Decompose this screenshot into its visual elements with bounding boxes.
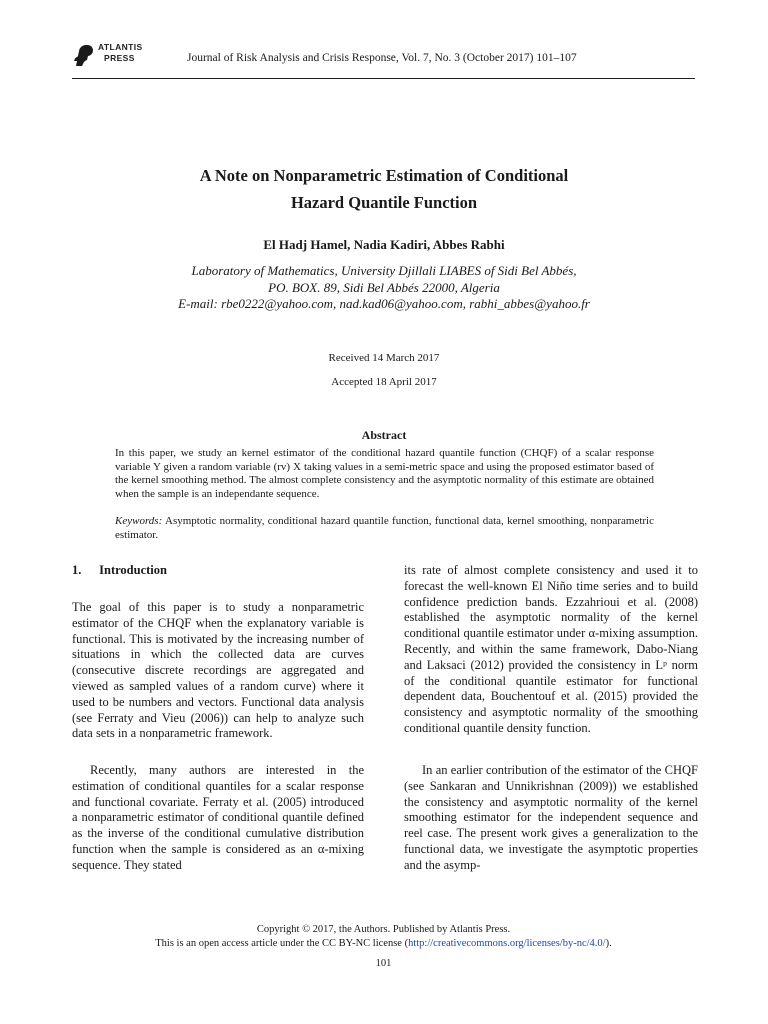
- intro-paragraph-4: In an earlier contribution of the estimator of the CHQF (see Sankaran and Unnikrishnan (2009)) we established the consistency and asymptotic normality of the kernel smoothing estimator for the independent sequence and reel case. The present work gives a generalization to the functional data, we investigate the asymptotic properties and the asymp-: [404, 763, 698, 872]
- copyright-notice: [72, 923, 695, 951]
- section-title: Introduction: [99, 563, 167, 577]
- abstract-body: In this paper, we study an kernel estimator of the conditional hazard quantile function (CHQF) of a scalar response variable Y given a random variable (rv) X taking values in a semi-metric space and using the proposed estimator based of the kernel smoothing method. The almost complete consistency and the asymptotic normality of this estimate are obtained when the sample is an independante sequence.: [115, 447, 654, 500]
- keywords-list: Asymptotic normality, conditional hazard quantile function, functional data, kernel smoothing, nonparametric estimator.: [115, 515, 654, 541]
- copyright-line: Copyright © 2017, the Authors. Published by Atlantis Press.: [256, 924, 511, 935]
- right-column-paragraph-2: [404, 763, 698, 874]
- paper-title: [100, 162, 668, 216]
- journal-citation: Journal of Risk Analysis and Crisis Response, Vol. 7, No. 3 (October 2017) 101–107: [187, 52, 577, 64]
- author-list: El Hadj Hamel, Nadia Kadiri, Abbes Rabhi: [263, 237, 505, 252]
- license-suffix: ).: [605, 938, 612, 949]
- right-column-paragraph-1: [404, 563, 698, 737]
- license-line: [72, 937, 695, 951]
- keywords-label: Keywords:: [115, 515, 163, 527]
- keywords: [115, 515, 654, 542]
- title-line-2: Hazard Quantile Function: [290, 193, 478, 212]
- section-number: 1.: [72, 563, 82, 577]
- section-heading: [72, 563, 167, 578]
- intro-paragraph-3: its rate of almost complete consistency and used it to forecast the well-known El Niño time series and to build confidence prediction bands. Ezzahrioui et al. (2008) established the asymptotic normality of the kernel conditional quantile estimator under α-mixing assumption. Recently, and within the same framework, Dabo-Niang and Laksaci (2012) provided the consistency in Lᵖ norm of the conditional quantile estimator for functional dependent data, Bouchentouf et al. (2015) provided the consistency and asymptotic normality of the smoothing conditional quantile density function.: [404, 563, 698, 735]
- publisher-emblem-icon: [72, 42, 96, 68]
- affiliation-line-2: PO. BOX. 89, Sidi Bel Abbés 22000, Algeria: [268, 279, 500, 295]
- intro-paragraph-1: The goal of this paper is to study a nonparametric estimator of the CHQF when the explanatory variable is functional. This is motivated by the increasing number of situations in which the collected data are curves (consecutive discrete recordings are aggregated and viewed as sampled values of a random curve) where it used to be numbers and vectors. Functional data analysis (see Ferraty and Vieu (2006)) can help to analyze such data sets in a nonparametric framework.: [72, 600, 364, 741]
- atlantis-press-logo: [72, 40, 162, 70]
- left-column-paragraph-2: [72, 763, 364, 874]
- license-prefix: This is an open access article under the CC BY-NC license (: [155, 938, 409, 949]
- license-link[interactable]: http://creativecommons.org/licenses/by-nc/4.0/: [408, 938, 606, 949]
- received-date: Received 14 March 2017: [328, 352, 440, 364]
- left-column-paragraph-1: [72, 600, 364, 742]
- affiliation-line-1: Laboratory of Mathematics, University Djillali LIABES of Sidi Bel Abbés,: [191, 263, 577, 278]
- logo-text-press: PRESS: [104, 53, 135, 63]
- abstract-heading: Abstract: [361, 428, 407, 442]
- accepted-date: Accepted 18 April 2017: [331, 376, 437, 388]
- logo-text-atlantis: ATLANTIS: [98, 42, 143, 52]
- affiliation: [100, 263, 668, 313]
- intro-paragraph-2: Recently, many authors are interested in the estimation of conditional quantiles for a scalar response and functional covariate. Ferraty et al. (2005) introduced a nonparametric estimator of conditional quantile defined as the inverse of the conditional cumulative distribution function when the sample is considered as an α-mixing sequence. They stated: [72, 763, 364, 872]
- author-emails: E-mail: rbe0222@yahoo.com, nad.kad06@yahoo.com, rabhi_abbes@yahoo.fr: [178, 296, 590, 311]
- page-number: 101: [375, 958, 392, 969]
- title-line-1: A Note on Nonparametric Estimation of Conditional: [199, 166, 569, 185]
- page-header: [72, 40, 695, 79]
